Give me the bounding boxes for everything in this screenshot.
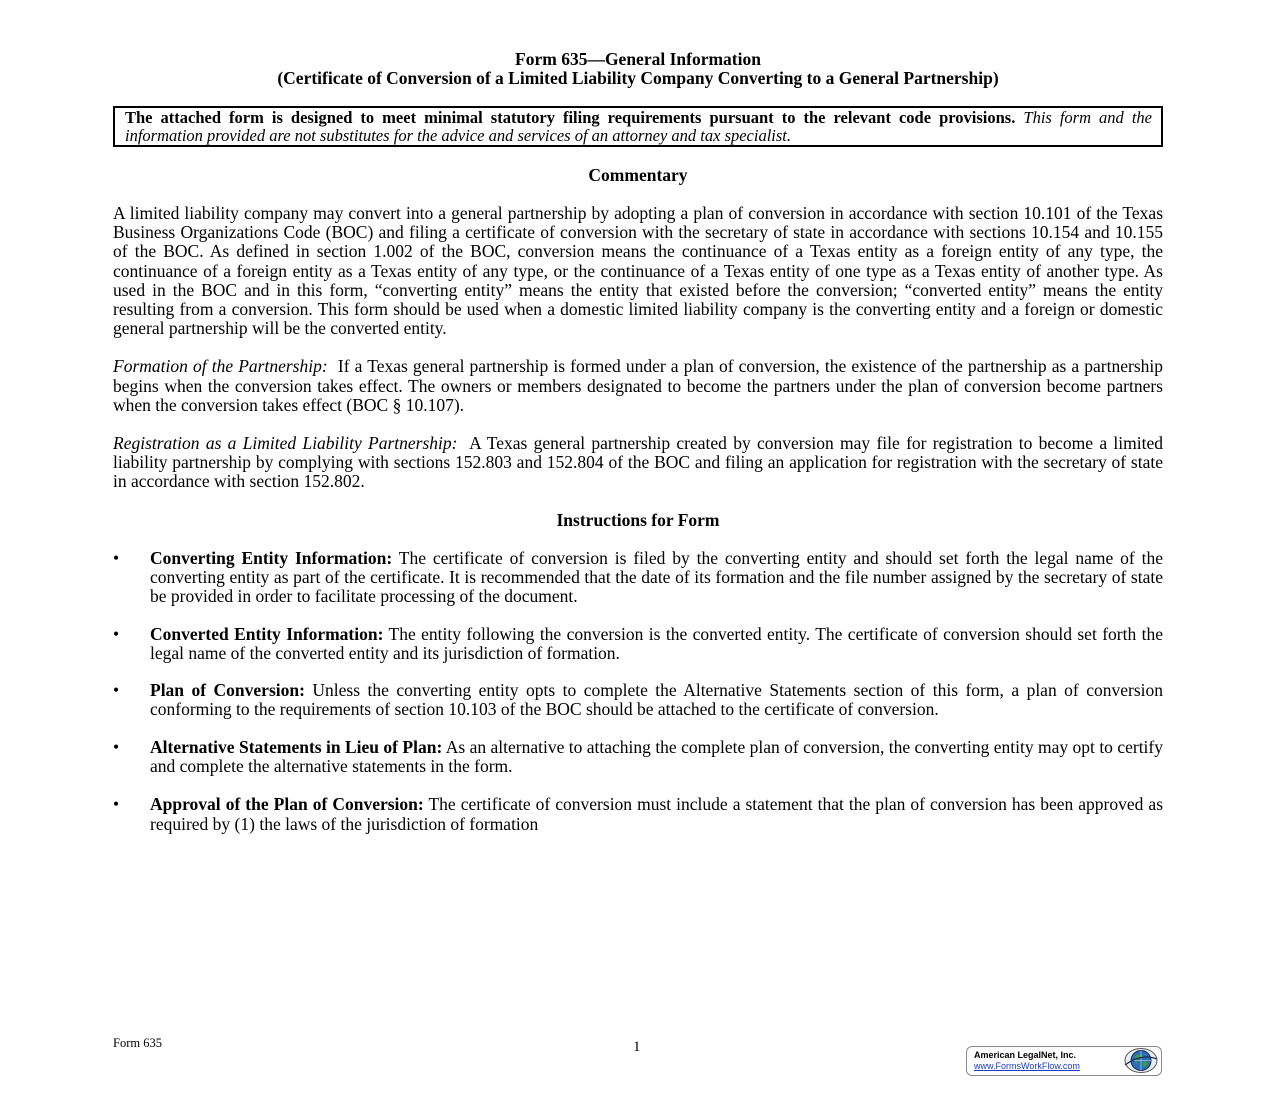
disclaimer-box	[113, 106, 1163, 147]
bullet: •	[113, 624, 120, 645]
publisher-logo[interactable]	[966, 1046, 1162, 1076]
bullet: •	[113, 737, 120, 758]
formation-text: If a Texas general partnership is formed under a plan of conversion, the existence of the partnership as a partnership begins when the conversion takes effect. The owners or members designated to become the partners under the plan of conversion become partners when the conversion takes effect (BOC § 10.107).	[113, 356, 1163, 415]
bullet: •	[113, 794, 120, 815]
globe-icon	[1123, 1047, 1159, 1074]
disclaimer-bold: The attached form is designed to meet minimal statutory filing requirements pursuant to the relevant code provisions.	[125, 108, 1016, 127]
logo-company-name: American LegalNet, Inc.	[974, 1050, 1077, 1060]
bullet: •	[113, 547, 120, 568]
instruction-item	[113, 549, 1163, 607]
registration-paragraph	[113, 434, 1163, 492]
footer-form-label: Form 635	[113, 1036, 162, 1050]
instruction-label: Approval of the Plan of Conversion:	[150, 794, 424, 815]
registration-text: A Texas general partnership created by conversion may file for registration to become a limited liability partnership by complying with sections 152.803 and 152.804 of the BOC and filing an application for registration with the secretary of state in accordance with section 152.802.	[113, 433, 1163, 492]
instruction-text: The certificate of conversion must include a statement that the plan of conversion has been approved as required by (1) the laws of the jurisdiction of formation	[150, 794, 1163, 834]
instruction-text: Unless the converting entity opts to complete the Alternative Statements section of this form, a plan of conversion conforming to the requirements of section 10.103 of the BOC should be attached to the certificate of conversion.	[150, 679, 1163, 719]
instruction-text: The certificate of conversion is filed by the converting entity and should set forth the legal name of the converting entity as part of the certificate. It is recommended that the date of its formation and the file number assigned by the secretary of state be provided in order to facilitate processing of the document.	[150, 547, 1163, 607]
disclaimer-italic: This form and the information provided are not substitutes for the advice and services of an attorney and tax specialist.	[125, 108, 1152, 145]
title-line-2: (Certificate of Conversion of a Limited Liability Company Converting to a General Partnership)	[277, 68, 999, 88]
instructions-list	[113, 549, 1163, 834]
document-title	[113, 50, 1163, 88]
instruction-label: Alternative Statements in Lieu of Plan:	[150, 737, 443, 758]
bullet: •	[113, 679, 120, 700]
instruction-item	[113, 795, 1163, 833]
instruction-label: Converted Entity Information:	[150, 624, 384, 645]
formation-paragraph	[113, 357, 1163, 415]
instruction-item	[113, 681, 1163, 719]
registration-lead: Registration as a Limited Liability Partnership:	[113, 433, 458, 454]
formation-lead: Formation of the Partnership:	[113, 356, 328, 377]
instructions-heading: Instructions for Form	[556, 509, 720, 530]
commentary-heading: Commentary	[588, 165, 688, 185]
instruction-text: As an alternative to attaching the complete plan of conversion, the converting entity may opt to certify and complete the alternative statements in the form.	[150, 737, 1163, 777]
page-number: 1	[633, 1039, 641, 1055]
logo-url-link[interactable]: www.FormsWorkFlow.com	[974, 1061, 1080, 1071]
commentary-paragraph: A limited liability company may convert into a general partnership by adopting a plan of conversion in accordance with section 10.101 of the Texas Business Organizations Code (BOC) and filing a certificate of conversion with the secretary of state in accordance with sections 10.154 and 10.155 of the BOC. As defined in section 1.002 of the BOC, conversion means the continuance of a Texas entity as a foreign entity of any type, the continuance of a foreign entity as a Texas entity of any type, or the continuance of a Texas entity of one type as a Texas entity of another type. As used in the BOC and in this form, “converting entity” means the entity that existed before the conversion; “converted entity” means the entity resulting from a conversion. This form should be used when a domestic limited liability company is the converting entity and a foreign or domestic general partnership will be the converted entity.	[113, 203, 1163, 339]
instruction-item	[113, 625, 1163, 663]
document-page	[113, 50, 1163, 853]
instruction-text: The entity following the conversion is the converted entity. The certificate of conversion should set forth the legal name of the converted entity and its jurisdiction of formation.	[150, 624, 1163, 664]
instruction-label: Converting Entity Information:	[150, 547, 393, 568]
instruction-label: Plan of Conversion:	[150, 679, 305, 700]
title-line-1: Form 635—General Information	[515, 49, 761, 69]
instruction-item	[113, 738, 1163, 776]
